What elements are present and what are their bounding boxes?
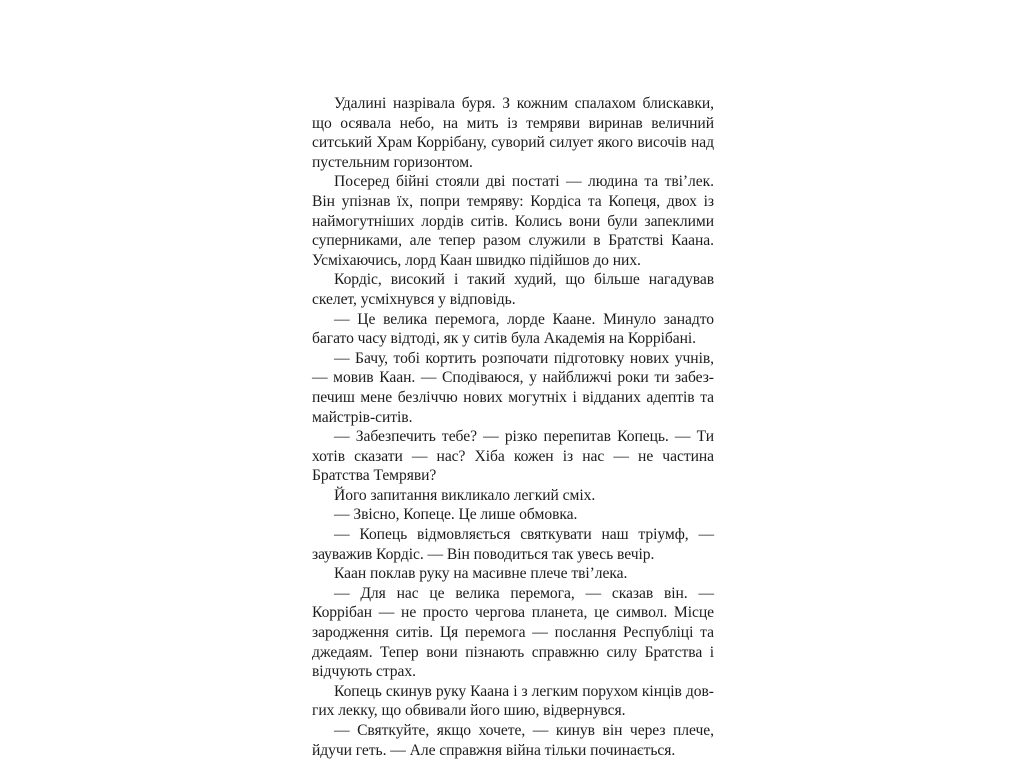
paragraph: Кордіс, високий і такий худий, що більше нагадував скелет, усміхнувся у відповідь.	[312, 271, 714, 308]
paragraph: — Копець відмовляється святкувати наш тріумф, — зауважив Кордіс. — Він поводиться так увесь вечір.	[312, 526, 714, 563]
paragraph: — Святкуйте, якщо хочете, — кинув він через плече, йдучи геть. — Але справжня війна тільки починається.	[312, 722, 714, 759]
paragraph: — Бачу, тобі кортить розпочати підготовку нових учнів, — мовив Каан. — Сподіваюся, у найближчі роки ти забезпечиш мене безліччю нових могутніх і відданих адептів та майстрів-ситів.	[312, 349, 714, 426]
paragraph: Посеред бійні стояли дві постаті — людина та тві’лек. Він упізнав їх, попри темряву: Кордіса та Копеця, двох із наймогутніших лордів ситів. Колись вони були запеклими суперниками, але тепер разом служили в Братстві Каана. Усміхаючись, лорд Каан швидко підійшов до них.	[312, 173, 714, 269]
paragraph: — Звісно, Копеце. Це лише обмовка.	[334, 506, 578, 524]
paragraph: Копець скинув руку Каана і з легким порухом кінців довгих лекку, що обвивали його шию, відвернувся.	[312, 682, 714, 720]
paragraph: Удалині назрівала буря. З кожним спалахом блискавки, що осявала небо, на мить із темряви виринав величний ситський Храм Коррібану, суворий силует якого височів над пустельним горизонтом.	[312, 95, 714, 171]
paragraph: Його запитання викликало легкий сміх.	[334, 486, 596, 504]
book-page-text	[312, 94, 714, 760]
paragraph: — Це велика перемога, лорде Каане. Минуло занадто багато часу відтоді, як у ситів була Академія на Коррібані.	[312, 310, 714, 348]
paragraph: — Забезпечить тебе? — різко перепитав Копець. — Ти хотів сказати — нас? Хіба кожен із нас — не частина Братства Темряви?	[312, 428, 714, 485]
paragraph: — Для нас це велика перемога, — сказав він. — Коррібан — не просто чергова планета, це символ. Місце зародження ситів. Ця перемога — послання Республіці та джедаям. Тепер вони пізнають справжню силу Братства і відчують страх.	[312, 584, 714, 681]
paragraph: Каан поклав руку на масивне плече тві’лека.	[334, 565, 628, 583]
